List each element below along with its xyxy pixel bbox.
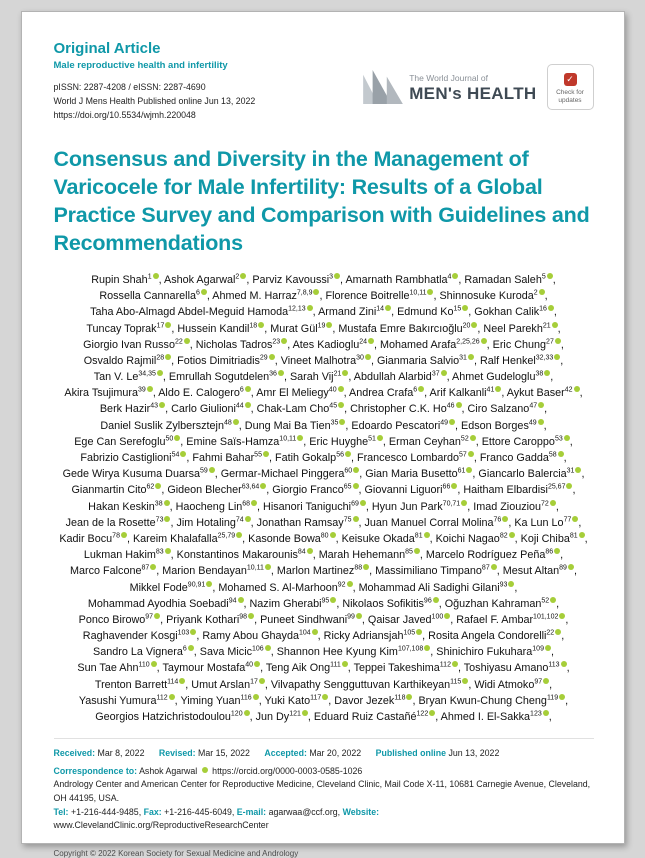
orcid-icon[interactable] [202, 767, 208, 773]
author-name: Eric Huyghe$^{51}$ [309, 436, 383, 448]
correspondence-orcid-link[interactable]: https://orcid.org/0000-0003-0585-1026 [212, 765, 363, 776]
author-name: Kasonde Bowa$^{80}$ [248, 533, 335, 545]
author-name: Vilvapathy Sengguttuvan Karthikeyan$^{115}$ [271, 679, 468, 691]
doi-link[interactable]: https://doi.org/10.5534/wjmh.220048 [53, 110, 196, 121]
orcid-icon[interactable] [265, 645, 271, 651]
author-name: Edmund Ko$^{15}$ [397, 306, 468, 318]
author-name: Arif Kalkanli$^{41}$ [430, 387, 502, 399]
orcid-icon[interactable] [377, 435, 383, 441]
journal-name [409, 73, 536, 104]
author-name: Eric Chung$^{27}$ [493, 339, 561, 351]
author-name: Koichi Nagao$^{82}$ [436, 533, 515, 545]
tel-label: Tel: [53, 806, 69, 817]
author-name: Chak-Lam Cho$^{45}$ [257, 403, 344, 415]
orcid-icon[interactable] [462, 678, 468, 684]
author-name: Aykut Baser$^{42}$ [507, 387, 580, 399]
author-name: Shannon Hee Kyung Kim$^{107,108}$ [277, 646, 431, 658]
author-name: Hisanori Taniguchi$^{69}$ [263, 501, 366, 513]
fax-label: Fax: [143, 806, 162, 817]
author-name: Tan V. Le$^{34,35}$ [94, 371, 163, 383]
accepted-date: Mar 20, 2022 [309, 748, 362, 759]
orcid-icon[interactable] [471, 322, 477, 328]
orcid-icon[interactable] [449, 419, 455, 425]
header-right [362, 64, 593, 110]
author-name: Francesco Lombardo$^{57}$ [357, 452, 474, 464]
author-name: Trenton Barrett$^{114}$ [95, 679, 185, 691]
orcid-icon[interactable] [461, 500, 467, 506]
orcid-icon[interactable] [245, 516, 251, 522]
author-name: Giovanni Liguori$^{66}$ [365, 484, 458, 496]
author-name: Murat Gül$^{19}$ [270, 323, 332, 335]
email-label: E-mail: [236, 806, 267, 817]
author-name: Shinichiro Fukuhara$^{109}$ [436, 646, 551, 658]
author-name: Ricky Adriansjah$^{105}$ [324, 630, 423, 642]
author-name: Koji Chiba$^{81}$ [521, 533, 585, 545]
orcid-icon[interactable] [433, 597, 439, 603]
tel-value: +1-216-444-9485, [70, 806, 142, 817]
orcid-icon[interactable] [338, 386, 344, 392]
author-name: Giorgio Ivan Russo$^{22}$ [83, 339, 190, 351]
author-name: Priyank Kothari$^{98}$ [166, 614, 254, 626]
orcid-icon[interactable] [360, 500, 366, 506]
check-for-updates-badge[interactable] [547, 64, 594, 110]
correspondence-name: Ashok Agarwal [139, 765, 198, 776]
orcid-icon[interactable] [539, 289, 545, 295]
author-name: Mikkel Fode$^{90,91}$ [130, 582, 213, 594]
orcid-icon[interactable] [334, 273, 340, 279]
author-name: Daniel Suslik Zylbersztejn$^{48}$ [100, 420, 238, 432]
orcid-icon[interactable] [263, 451, 269, 457]
article-topic-label: Male reproductive health and infertility [53, 60, 228, 71]
orcid-icon[interactable] [326, 322, 332, 328]
author-name: Umut Arslan$^{17}$ [191, 679, 265, 691]
author-name: Ege Can Serefoglu$^{50}$ [74, 436, 180, 448]
author-name: Berk Hazir$^{43}$ [100, 403, 165, 415]
orcid-icon[interactable] [347, 581, 353, 587]
author-name: Sava Micic$^{106}$ [200, 646, 271, 658]
dates-line [54, 747, 594, 761]
author-name: Ates Kadioglu$^{24}$ [293, 339, 374, 351]
orcid-icon[interactable] [508, 581, 514, 587]
revised-date: Mar 15, 2022 [198, 748, 250, 759]
author-name: Kareim Khalafalla$^{25,79}$ [133, 533, 242, 545]
article-meta [54, 80, 256, 122]
author-name: Yasushi Yumura$^{112}$ [79, 695, 175, 707]
author-name: Ka Lun Lo$^{77}$ [514, 517, 578, 529]
author-name: Osvaldo Rajmil$^{28}$ [84, 355, 171, 367]
journal-logo-icon [362, 70, 404, 104]
author-name: Hyun Jun Park$^{70,71}$ [372, 501, 467, 513]
author-name: Marion Bendayan$^{10,11}$ [162, 565, 271, 577]
orcid-icon[interactable] [278, 370, 284, 376]
orcid-icon[interactable] [555, 338, 561, 344]
author-name: Andrea Crafa$^6$ [349, 387, 424, 399]
correspondence-label: Correspondence to: [53, 765, 138, 776]
orcid-icon[interactable] [509, 532, 515, 538]
author-name: Georgios Hatzichristodoulou$^{120}$ [95, 711, 249, 723]
author-name: Emrullah Sogutdelen$^{36}$ [169, 371, 284, 383]
author-name: Mohamed Arafa$^{2,25,26}$ [380, 339, 487, 351]
author-name: Ponco Birowo$^{97}$ [79, 614, 160, 626]
orcid-icon[interactable] [543, 678, 549, 684]
author-name: Marco Falcone$^{87}$ [70, 565, 156, 577]
orcid-icon[interactable] [550, 500, 556, 506]
author-name: Abdullah Alarbid$^{37}$ [354, 371, 447, 383]
author-name: Florence Boitrelle$^{10,11}$ [325, 290, 433, 302]
author-name: Davor Jezek$^{118}$ [334, 695, 412, 707]
orcid-icon[interactable] [258, 322, 264, 328]
author-name: Mohammad Ali Sadighi Gilani$^{93}$ [359, 582, 515, 594]
author-name: Ciro Salzano$^{47}$ [468, 403, 545, 415]
orcid-icon[interactable] [330, 532, 336, 538]
author-name: Shinnosuke Kuroda$^2$ [439, 290, 544, 302]
fax-value: +1-216-445-6049, [164, 806, 235, 817]
author-name: Sarah Vij$^{21}$ [290, 371, 348, 383]
author-name: Rossella Cannarella$^6$ [99, 290, 207, 302]
author-name: Nazim Gherabi$^{95}$ [250, 598, 337, 610]
orcid-icon[interactable] [238, 597, 244, 603]
orcid-icon[interactable] [233, 419, 239, 425]
author-name: Mustafa Emre Bakırcıoğlu$^{20}$ [338, 323, 477, 335]
author-list: Rupin Shah$^1$ , Ashok Agarwal$^2$ , Parviz Kavoussi$^3$ , Amarnath Rambhatla$^4$ , Ramadan Saleh$^5$ , Rossella Cannarella$^6$ , Ahmed M. Harraz$^{7,8,9}$ , Florence Boitrelle$^{10,11}$ , Shinnosuke Kuroda$^2$ , Taha Abo-Almagd Abdel-Meguid Hamoda$^{12,13}$ , Armand Zini$^{14}$ , Edmund Ko$^{15}$ , Gokhan Calik$^{16}$ , Tuncay Toprak$^{17}$ , Hussein Kandil$^{18}$ , Murat Gül$^{19}$ , Mustafa Emre Bakırcıoğlu$^{20}$ , Neel Parekh$^{21}$ , Giorgio Ivan Russo$^{22}$ , Nicholas Tadros$^{23}$ , Ates Kadioglu$^{24}$ , Mohamed Arafa$^{2,25,26}$ , Eric Chung$^{27}$ , Osvaldo Rajmil$^{28}$ , Fotios Dimitriadis$^{29}$ , Vineet Malhotra$^{30}$ , Gianmaria Salvio$^{31}$ , Ralf Henkel$^{32,33}$ , Tan V. Le$^{34,35}$ , Emrullah Sogutdelen$^{36}$ , Sarah Vij$^{21}$ , Abdullah Alarbid$^{37}$ , Ahmet Gudeloglu$^{38}$ , Akira Tsujimura$^{39}$ , Aldo E. Calogero$^6$ , Amr El Meliegy$^{40}$ , Andrea Crafa$^6$ , Arif Kalkanli$^{41}$ , Aykut Baser$^{42}$ , Berk Hazir$^{43}$ , Carlo Giulioni$^{44}$ , Chak-Lam Cho$^{45}$ , Christopher C.K. Ho$^{46}$ , Ciro Salzano$^{47}$ , Daniel Suslik Zylbersztejn$^{48}$ , Dung Mai Ba Tien$^{35}$ , Edoardo Pescatori$^{49}$ , Edson Borges$^{49}$ , Ege Can Serefoglu$^{50}$ , Emine Saïs-Hamza$^{10,11}$ , Eric Huyghe$^{51}$ , Erman Ceyhan$^{52}$ , Ettore Caroppo$^{53}$ , Fabrizio Castiglioni$^{54}$ , Fahmi Bahar$^{55}$ , Fatih Gokalp$^{56}$ , Francesco Lombardo$^{57}$ , Franco Gadda$^{58}$ , Gede Wirya Kusuma Duarsa$^{59}$ , Germar-Michael Pinggera$^{60}$ , Gian Maria Busetto$^{61}$ , Giancarlo Balercia$^{31}$ , Gianmartin Cito$^{62}$ , Gideon Blecher$^{63,64}$ , Giorgio Franco$^{65}$ , Giovanni Liguori$^{66}$ , Haitham Elbardisi$^{25,67}$ , Hakan Keskin$^{38}$ , Haocheng Lin$^{68}$ , Hisanori Taniguchi$^{69}$ , Hyun Jun Park$^{70,71}$ , Imad Ziouziou$^{72}$ , Jean de la Rosette$^{73}$ , Jim Hotaling$^{74}$ , Jonathan Ramsay$^{75}$ , Juan Manuel Corral Molina$^{76}$ , Ka Lun Lo$^{77}$ , Kadir Bocu$^{78}$ , Kareim Khalafalla$^{25,79}$ , Kasonde Bowa$^{80}$ , Keisuke Okada$^{81}$ , Koichi Nagao$^{82}$ , Koji Chiba$^{81}$ , Lukman Hakim$^{83}$ , Konstantinos Makarounis$^{84}$ , Marah Hehemann$^{85}$ , Marcelo Rodríguez Peña$^{86}$ , Marco Falcone$^{87}$ , Marion Bendayan$^{10,11}$ , Marlon Martinez$^{88}$ , Massimiliano Timpano$^{87}$ , Mesut Altan$^{89}$ , Mikkel Fode$^{90,91}$ , Mohamed S. Al-Marhoon$^{92}$ , Mohammad Ali Sadighi Gilani$^{93}$ , Mohammad Ayodhia Soebadi$^{94}$ , Nazim Gherabi$^{95}$ , Nikolaos Sofikitis$^{96}$ , Oğuzhan Kahraman$^{52}$ , Ponco Birowo$^{97}$ , Priyank Kothari$^{98}$ , Puneet Sindhwani$^{99}$ , Qaisar Javed$^{100}$ , Rafael F. Ambar$^{101,102}$ , Raghavender Kosgi$^{103}$ , Ramy Abou Ghayda$^{104}$ , Ricky Adriansjah$^{105}$ , Rosita Angela Condorelli$^{22}$ , Sandro La Vignera$^6$ , Sava Micic$^{106}$ , Shannon Hee Kyung Kim$^{107,108}$ , Shinichiro Fukuhara$^{109}$ , Sun Tae Ahn$^{110}$ , Taymour Mostafa$^{40}$ , Teng Aik Ong$^{111}$ , Teppei Takeshima$^{112}$ , Toshiyasu Amano$^{113}$ , Trenton Barrett$^{114}$ , Umut Arslan$^{17}$ , Vilvapathy Sengguttuvan Karthikeyan$^{115}$ , Widi Atmoko$^{97}$ , Yasushi Yumura$^{112}$ , Yiming Yuan$^{116}$ , Yuki Kato$^{117}$ , Davor Jezek$^{118}$ , Bryan Kwun-Chung Cheng$^{119}$ , Georgios Hatzichristodoulou$^{120}$ , Jun Dy$^{121}$ , Eduard Ruiz Castañé$^{122}$ , Ahmed I. El-Sakka$^{123}$ , [59, 273, 588, 723]
author-name: Jean de la Rosette$^{73}$ [66, 517, 171, 529]
author-name: Ahmed M. Harraz$^{7,8,9}$ [212, 290, 319, 302]
orcid-icon[interactable] [330, 597, 336, 603]
author-name: Franco Gadda$^{58}$ [480, 452, 564, 464]
author-name: Mohammad Ayodhia Soebadi$^{94}$ [88, 598, 244, 610]
published-date: Jun 13, 2022 [448, 748, 500, 759]
author-name: Gianmartin Cito$^{62}$ [72, 484, 162, 496]
orcid-icon[interactable] [184, 338, 190, 344]
author-name: Mohamed S. Al-Marhoon$^{92}$ [218, 582, 352, 594]
author-name: Haocheng Lin$^{68}$ [176, 501, 257, 513]
author-name: Rosita Angela Condorelli$^{22}$ [428, 630, 561, 642]
page-header [54, 40, 594, 122]
author-name: Yiming Yuan$^{116}$ [180, 695, 258, 707]
author-name: Eduard Ruiz Castañé$^{122}$ [314, 711, 435, 723]
author-name: Keisuke Okada$^{81}$ [342, 533, 430, 545]
orcid-icon[interactable] [251, 500, 257, 506]
author-name: Erman Ceyhan$^{52}$ [389, 436, 476, 448]
author-name: Lukman Hakim$^{83}$ [84, 549, 171, 561]
orcid-icon[interactable] [253, 694, 259, 700]
author-name: Ramadan Saleh$^5$ [464, 274, 552, 286]
orcid-icon[interactable] [302, 710, 308, 716]
author-name: Gian Maria Busetto$^{61}$ [365, 468, 472, 480]
orcid-icon[interactable] [259, 678, 265, 684]
author-name: Sandro La Vignera$^6$ [93, 646, 194, 658]
author-name: Kadir Bocu$^{78}$ [59, 533, 127, 545]
author-name: Amr El Meliegy$^{40}$ [256, 387, 343, 399]
author-name: Emine Saïs-Hamza$^{10,11}$ [186, 436, 303, 448]
author-name: Carlo Giulioni$^{44}$ [171, 403, 251, 415]
orcid-icon[interactable] [179, 678, 185, 684]
orcid-icon[interactable] [153, 273, 159, 279]
orcid-icon[interactable] [157, 370, 163, 376]
author-name: Germar-Michael Pinggera$^{60}$ [221, 468, 359, 480]
journal-logo [362, 70, 536, 104]
orcid-icon[interactable] [248, 613, 254, 619]
orcid-icon[interactable] [201, 289, 207, 295]
revised-label: Revised: [158, 748, 196, 759]
author-name: Ramy Abou Ghayda$^{104}$ [202, 630, 317, 642]
check-for-updates-label: Check for updates [556, 89, 584, 105]
author-name: Amarnath Rambhatla$^4$ [345, 274, 458, 286]
orcid-icon[interactable] [441, 370, 447, 376]
author-name: Fabrizio Castiglioni$^{54}$ [80, 452, 186, 464]
author-name: Parviz Kavoussi$^3$ [252, 274, 340, 286]
author-name: Marlon Martinez$^{88}$ [277, 565, 369, 577]
orcid-icon[interactable] [206, 581, 212, 587]
orcid-icon[interactable] [312, 629, 318, 635]
orcid-icon[interactable] [165, 322, 171, 328]
author-name: Christopher C.K. Ho$^{46}$ [350, 403, 461, 415]
author-name: Giorgio Franco$^{65}$ [272, 484, 358, 496]
accepted-group [264, 748, 361, 758]
orcid-icon[interactable] [345, 451, 351, 457]
author-name: Ahmed I. El-Sakka$^{123}$ [441, 711, 549, 723]
email-link[interactable]: agarwaa@ccf.org, [268, 806, 341, 817]
author-name: Widi Atmoko$^{97}$ [474, 679, 549, 691]
author-name: Vineet Malhotra$^{30}$ [281, 355, 371, 367]
author-name: Neel Parekh$^{21}$ [483, 323, 557, 335]
author-name: Gokhan Calik$^{16}$ [474, 306, 554, 318]
orcid-icon[interactable] [209, 467, 215, 473]
author-name: Fotios Dimitriadis$^{29}$ [177, 355, 275, 367]
orcid-icon[interactable] [365, 354, 371, 360]
author-name: Taha Abo-Almagd Abdel-Meguid Hamoda$^{12,13}$ [90, 306, 313, 318]
author-name: Akira Tsujimura$^{39}$ [64, 387, 152, 399]
orcid-icon[interactable] [307, 305, 313, 311]
orcid-icon[interactable] [559, 694, 565, 700]
author-name: Hussein Kandil$^{18}$ [177, 323, 264, 335]
header-left [54, 40, 256, 122]
issn-line: pISSN: 2287-4208 / eISSN: 2287-4690 [53, 82, 206, 92]
correspondence-line [54, 765, 594, 779]
orcid-icon[interactable] [121, 532, 127, 538]
author-name: Raghavender Kosgi$^{103}$ [83, 630, 197, 642]
author-name: Giancarlo Balercia$^{31}$ [478, 468, 581, 480]
author-name: Edoardo Pescatori$^{49}$ [351, 420, 455, 432]
author-name: Mesut Altan$^{89}$ [503, 565, 574, 577]
orcid-icon[interactable] [164, 500, 170, 506]
orcid-icon[interactable] [356, 613, 362, 619]
author-name: Tuncay Toprak$^{17}$ [86, 323, 171, 335]
orcid-icon[interactable] [579, 532, 585, 538]
author-name: Haitham Elbardisi$^{25,67}$ [463, 484, 572, 496]
orcid-icon[interactable] [552, 322, 558, 328]
orcid-icon[interactable] [547, 273, 553, 279]
correspondence-address: Andrology Center and American Center for Reproductive Medicine, Cleveland Clinic, Mail Code X-11, 10681 Carnegie Avenue, Cleveland, OH 44195, USA. [53, 779, 591, 804]
author-name: Ettore Caroppo$^{53}$ [482, 436, 570, 448]
published-line: World J Mens Health Published online Jun 13, 2022 [53, 96, 256, 107]
author-name: Qaisar Javed$^{100}$ [368, 614, 450, 626]
orcid-icon[interactable] [368, 338, 374, 344]
author-name: Ralf Henkel$^{32,33}$ [480, 355, 560, 367]
author-name: Edson Borges$^{49}$ [461, 420, 544, 432]
orcid-icon[interactable] [481, 338, 487, 344]
author-name: Gede Wirya Kusuma Duarsa$^{59}$ [63, 468, 215, 480]
author-name: Puneet Sindhwani$^{99}$ [260, 614, 362, 626]
published-group [376, 748, 500, 758]
author-name: Dung Mai Ba Tien$^{35}$ [245, 420, 346, 432]
contact-line [54, 806, 594, 833]
received-label: Received: [53, 748, 96, 759]
author-name: Nikolaos Sofikitis$^{96}$ [342, 598, 438, 610]
orcid-icon[interactable] [165, 354, 171, 360]
orcid-icon[interactable] [538, 419, 544, 425]
orcid-icon[interactable] [470, 435, 476, 441]
crossmark-icon: ✓ [564, 73, 577, 86]
orcid-icon[interactable] [165, 548, 171, 554]
author-name: Armand Zini$^{14}$ [318, 306, 391, 318]
article-type-label: Original Article [53, 40, 161, 57]
orcid-icon[interactable] [169, 694, 175, 700]
orcid-icon[interactable] [154, 613, 160, 619]
author-name: Rafael F. Ambar$^{101,102}$ [456, 614, 565, 626]
author-name: Rupin Shah$^1$ [91, 274, 158, 286]
website-label: Website: [342, 806, 380, 817]
author-name: Yuki Kato$^{117}$ [265, 695, 329, 707]
author-name: Marcelo Rodríguez Peña$^{86}$ [426, 549, 560, 561]
orcid-icon[interactable] [244, 710, 250, 716]
published-label: Published online [375, 748, 447, 759]
orcid-icon[interactable] [550, 597, 556, 603]
orcid-icon[interactable] [414, 548, 420, 554]
author-name: Aldo E. Calogero$^6$ [158, 387, 251, 399]
orcid-icon[interactable] [543, 710, 549, 716]
copyright-line: Copyright © 2022 Korean Society for Sexual Medicine and Andrology [53, 848, 299, 858]
author-name: Teng Aik Ong$^{111}$ [266, 662, 348, 674]
journal-name-main: MEN's HEALTH [409, 83, 537, 103]
author-name: Konstantinos Makarounis$^{84}$ [177, 549, 313, 561]
received-date: Mar 8, 2022 [97, 748, 145, 759]
author-name: Fahmi Bahar$^{55}$ [192, 452, 269, 464]
orcid-icon[interactable] [281, 338, 287, 344]
author-name: Nicholas Tadros$^{23}$ [196, 339, 287, 351]
accepted-label: Accepted: [264, 748, 307, 759]
author-name: Juan Manuel Corral Molina$^{76}$ [365, 517, 509, 529]
article-title: Consensus and Diversity in the Management of Varicocele for Male Infertility: Results of a Global Practice Survey and Comparison with Guidelines and Recommendations [53, 147, 590, 255]
website-link[interactable]: www.ClevelandClinic.org/ReproductiveResearchCenter [53, 820, 269, 831]
author-name: Bryan Kwun-Chung Cheng$^{119}$ [418, 695, 565, 707]
author-name: Jun Dy$^{121}$ [256, 711, 308, 723]
orcid-icon[interactable] [269, 354, 275, 360]
journal-name-top: The World Journal of [409, 72, 488, 83]
author-name: Ahmet Gudeloglu$^{38}$ [452, 371, 550, 383]
author-name: Teppei Takeshima$^{112}$ [354, 662, 458, 674]
author-name: Jonathan Ramsay$^{75}$ [257, 517, 359, 529]
author-name: Imad Ziouziou$^{72}$ [473, 501, 556, 513]
author-name: Fatih Gokalp$^{56}$ [275, 452, 351, 464]
orcid-icon[interactable] [307, 548, 313, 554]
author-name: Toshiyasu Amano$^{113}$ [464, 662, 567, 674]
orcid-icon[interactable] [468, 451, 474, 457]
article-first-page [21, 11, 625, 858]
orcid-icon[interactable] [574, 386, 580, 392]
orcid-icon[interactable] [456, 402, 462, 408]
orcid-icon[interactable] [353, 483, 359, 489]
orcid-icon[interactable] [564, 435, 570, 441]
author-name: Massimiliano Timpano$^{87}$ [375, 565, 497, 577]
revised-group [159, 748, 250, 758]
author-name: Gideon Blecher$^{63,64}$ [167, 484, 266, 496]
author-name: Hakan Keskin$^{38}$ [88, 501, 169, 513]
author-name: Taymour Mostafa$^{40}$ [162, 662, 260, 674]
author-name: Gianmaria Salvio$^{31}$ [377, 355, 474, 367]
author-name: Sun Tae Ahn$^{110}$ [77, 662, 156, 674]
author-name: Jim Hotaling$^{74}$ [176, 517, 250, 529]
orcid-icon[interactable] [424, 532, 430, 538]
orcid-icon[interactable] [353, 516, 359, 522]
received-group [54, 748, 145, 758]
author-name: Ashok Agarwal$^2$ [164, 274, 246, 286]
orcid-icon[interactable] [558, 451, 564, 457]
orcid-icon[interactable] [468, 354, 474, 360]
author-name: Marah Hehemann$^{85}$ [319, 549, 420, 561]
footer-block [54, 738, 594, 833]
author-name: Oğuzhan Kahraman$^{52}$ [445, 598, 556, 610]
